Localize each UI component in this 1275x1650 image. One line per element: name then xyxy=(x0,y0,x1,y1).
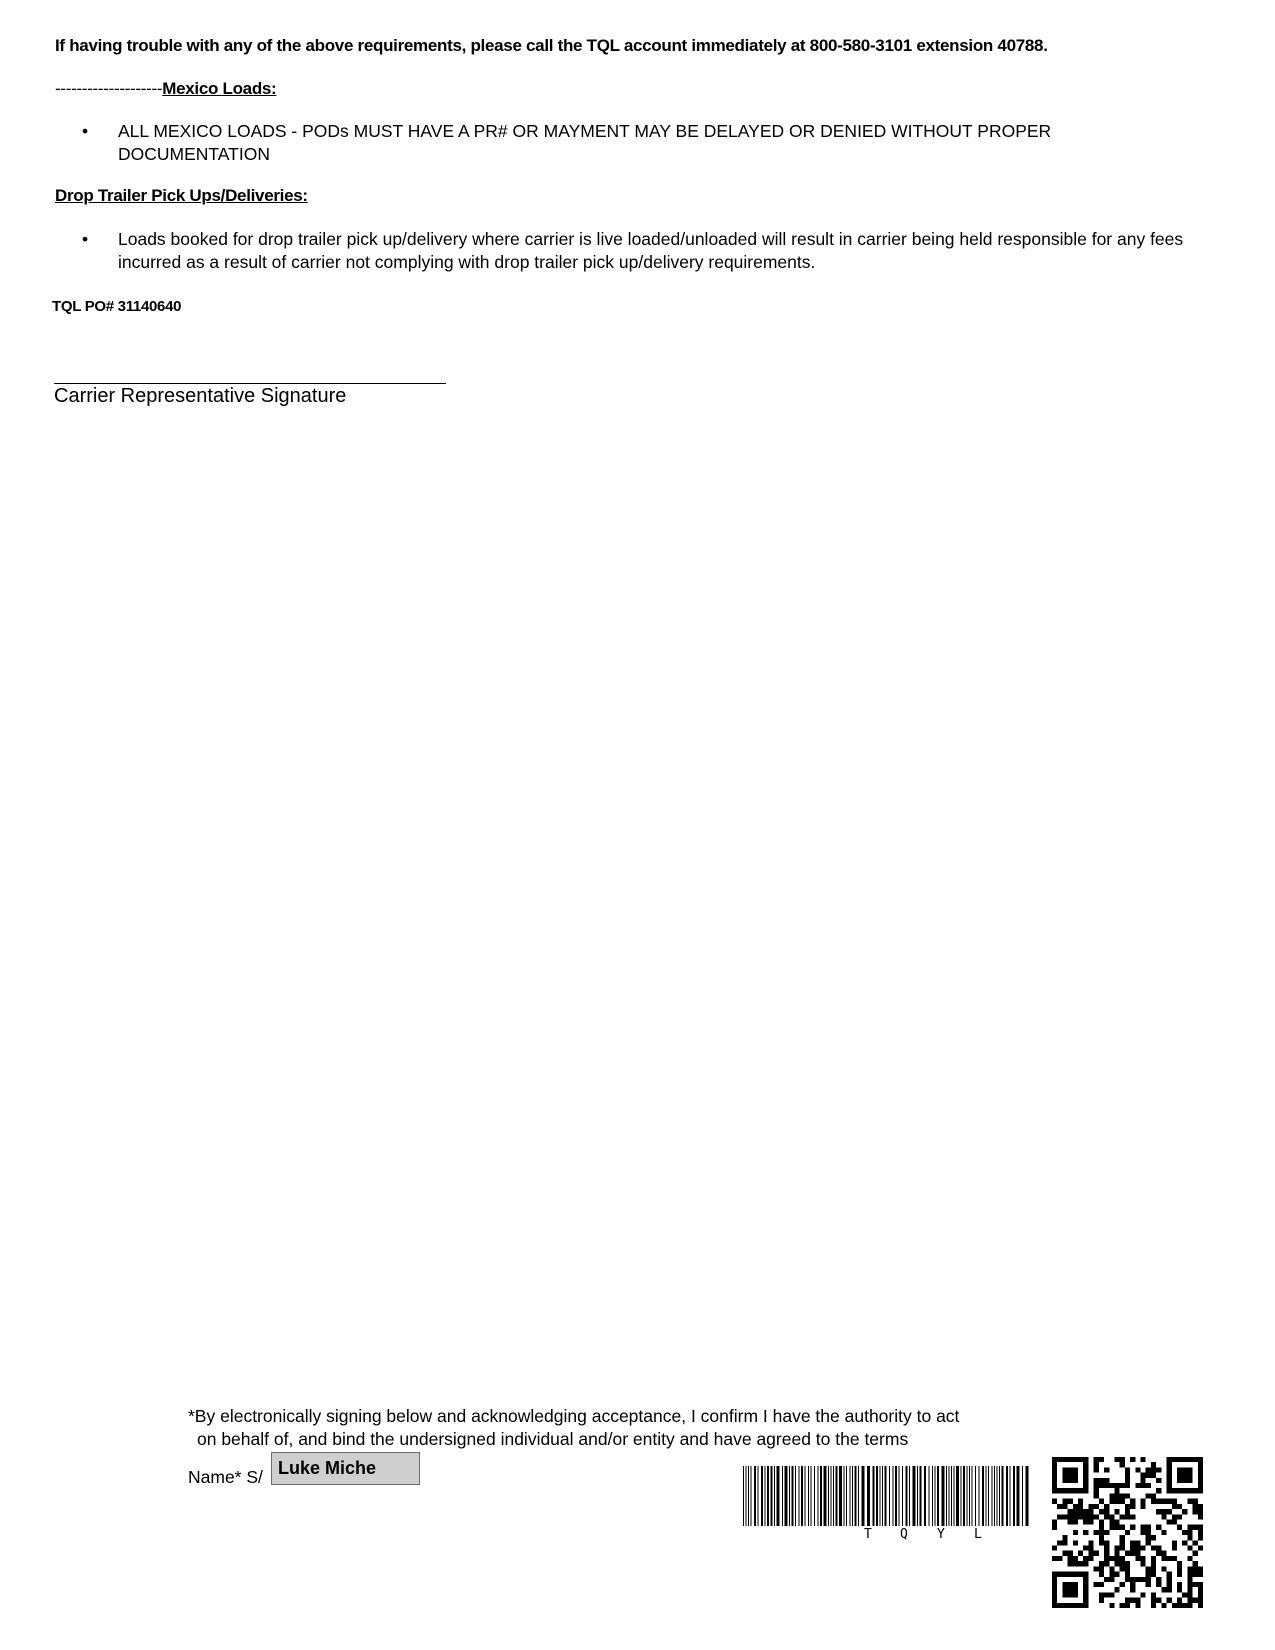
bullet-icon: • xyxy=(82,121,89,141)
acknowledgement-line-1: *By electronically signing below and acknowledging acceptance, I confirm I have the authority to act xyxy=(188,1406,960,1426)
name-label: Name* S/ xyxy=(188,1467,263,1487)
mexico-loads-title: Mexico Loads: xyxy=(162,79,277,98)
barcode-char: Y xyxy=(937,1527,945,1542)
signature-label: Carrier Representative Signature xyxy=(54,385,347,407)
list-item xyxy=(55,120,1190,166)
bullet-icon: • xyxy=(82,229,89,249)
mexico-loads-bullet: ALL MEXICO LOADS - PODs MUST HAVE A PR# OR MAYMENT MAY BE DELAYED OR DENIED WITHOUT PROPER DOCUMENTATION xyxy=(118,121,1052,164)
list-item xyxy=(55,228,1190,274)
qr-code-icon xyxy=(1052,1457,1203,1608)
mexico-loads-list xyxy=(55,120,1190,166)
trouble-notice: If having trouble with any of the above requirements, please call the TQL account immediately at 800-580-3101 extension 40788. xyxy=(55,36,1048,55)
name-signature-field[interactable]: Luke Miche xyxy=(271,1452,420,1485)
barcode-icon xyxy=(743,1466,1030,1526)
barcode-char: Q xyxy=(900,1527,908,1542)
barcode-human-readable xyxy=(743,1527,1030,1543)
po-number: TQL PO# 31140640 xyxy=(52,298,182,315)
drop-trailer-bullet: Loads booked for drop trailer pick up/delivery where carrier is live loaded/unloaded will result in carrier being held responsible for any fees incurred as a result of carrier not complying with drop trailer pick up/delivery requirements. xyxy=(118,229,1184,272)
drop-trailer-heading: Drop Trailer Pick Ups/Deliveries: xyxy=(55,186,308,205)
barcode-char: L xyxy=(974,1527,982,1542)
mexico-loads-heading xyxy=(55,79,276,99)
barcode-char: T xyxy=(864,1527,872,1542)
acknowledgement-line-2: on behalf of, and bind the undersigned individual and/or entity and have agreed to the terms xyxy=(197,1429,909,1449)
signature-line xyxy=(54,383,446,384)
drop-trailer-list xyxy=(55,228,1190,274)
heading-dashes: -------------------- xyxy=(55,79,163,98)
acknowledgement-text xyxy=(188,1405,959,1451)
